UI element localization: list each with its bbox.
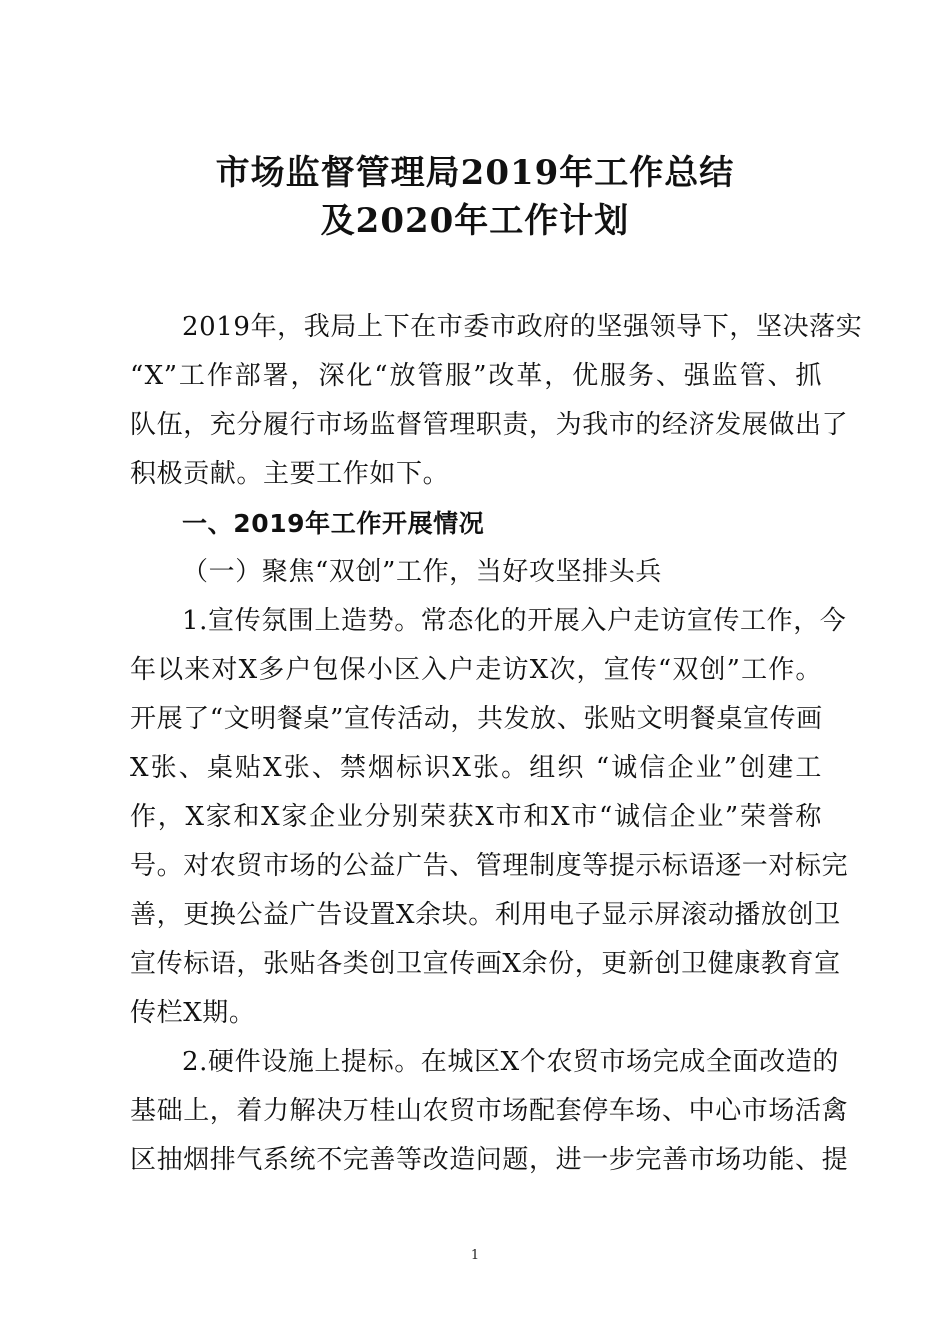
document-title-line-1: 市场监督管理局2019年工作总结 bbox=[215, 153, 735, 193]
intro-paragraph bbox=[130, 303, 863, 499]
paragraph-line: 2019年，我局上下在市委市政府的坚强领导下，坚决落实 bbox=[182, 312, 863, 342]
item-2-paragraph bbox=[130, 1038, 849, 1185]
paragraph-line: 队伍，充分履行市场监督管理职责，为我市的经济发展做出了 bbox=[130, 410, 849, 440]
paragraph-line: 宣传标语，张贴各类创卫宣传画X余份，更新创卫健康教育宣 bbox=[130, 949, 841, 979]
paragraph-line: 善，更换公益广告设置X余块。利用电子显示屏滚动播放创卫 bbox=[130, 900, 841, 930]
paragraph-line: 区抽烟排气系统不完善等改造问题，进一步完善市场功能、提 bbox=[130, 1145, 849, 1175]
paragraph-line: 1.宣传氛围上造势。常态化的开展入户走访宣传工作，今 bbox=[182, 606, 847, 636]
paragraph-line: 传栏X期。 bbox=[130, 998, 256, 1028]
paragraph-line: X张、桌贴X张、禁烟标识X张。组织 “诚信企业”创建工 bbox=[130, 753, 822, 783]
paragraph-line: 作，X家和X家企业分别荣获X市和X市“诚信企业”荣誉称 bbox=[130, 802, 822, 832]
paragraph-line: 基础上，着力解决万桂山农贸市场配套停车场、中心市场活禽 bbox=[130, 1096, 849, 1126]
paragraph-line: 开展了“文明餐桌”宣传活动，共发放、张贴文明餐桌宣传画 bbox=[130, 704, 823, 734]
item-1-paragraph bbox=[130, 597, 849, 1038]
paragraph-line: 号。对农贸市场的公益广告、管理制度等提示标语逐一对标完 bbox=[130, 851, 849, 881]
paragraph-line: “X”工作部署，深化“放管服”改革，优服务、强监管、抓 bbox=[130, 361, 822, 391]
document-body bbox=[130, 303, 863, 1185]
paragraph-line: 积极贡献。主要工作如下。 bbox=[130, 459, 450, 489]
document-title-line-2: 及2020年工作计划 bbox=[320, 201, 630, 241]
subsection-heading: （一）聚焦“双创”工作，当好攻坚排头兵 bbox=[182, 557, 662, 587]
page-number: 1 bbox=[470, 1248, 480, 1263]
paragraph-line: 2.硬件设施上提标。在城区X个农贸市场完成全面改造的 bbox=[182, 1047, 839, 1077]
paragraph-line: 年以来对X多户包保小区入户走访X次，宣传“双创”工作。 bbox=[130, 655, 822, 685]
section-heading: 一、2019年工作开展情况 bbox=[182, 509, 485, 538]
